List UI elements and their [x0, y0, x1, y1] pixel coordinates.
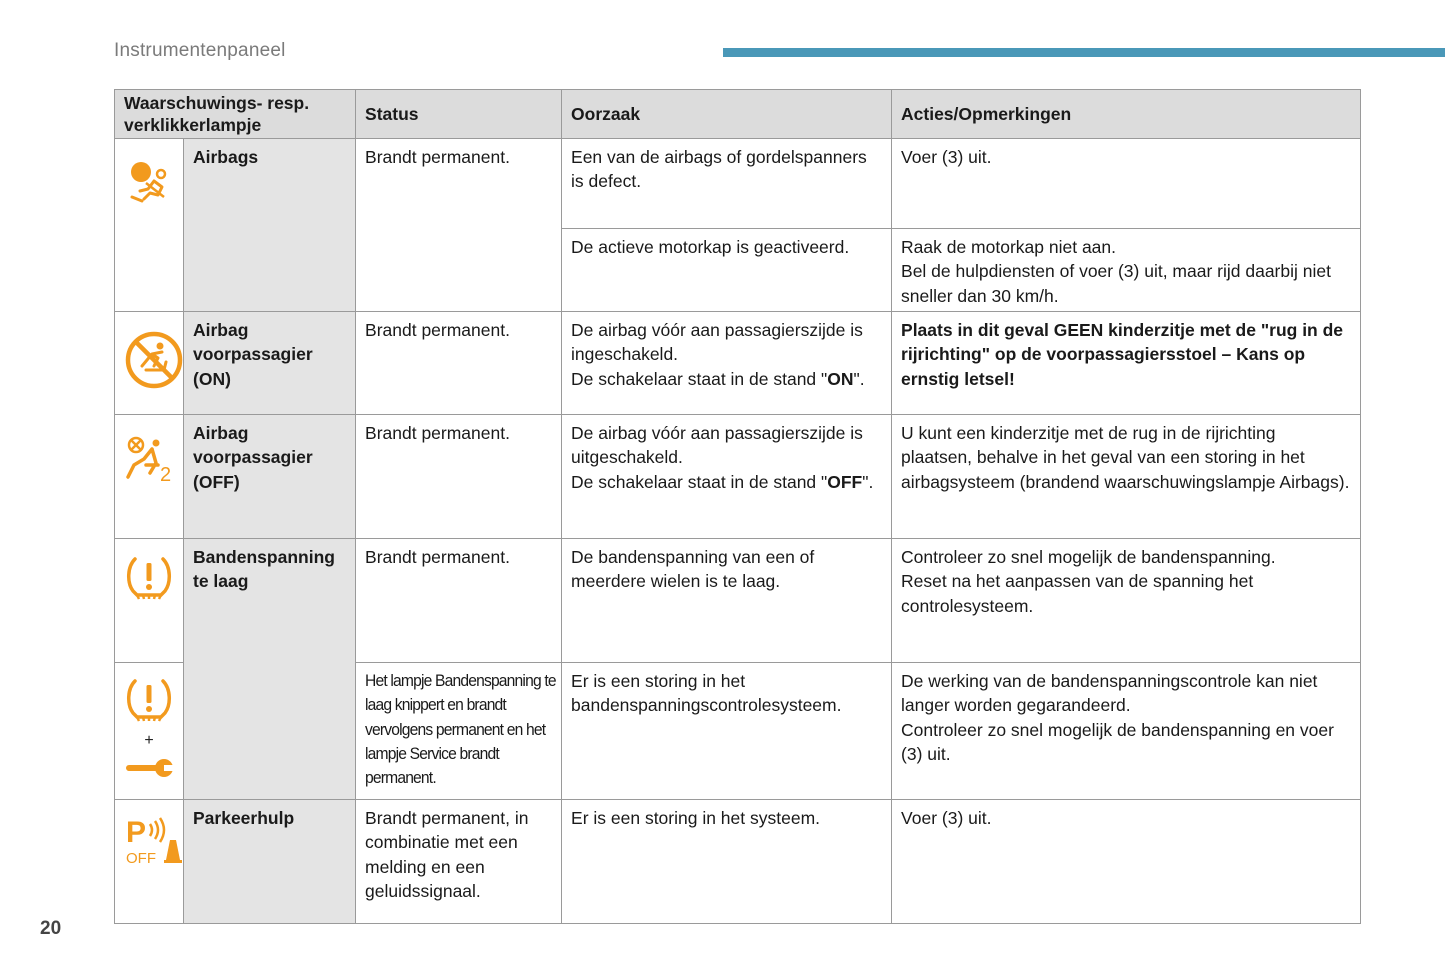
airbag-on-cause	[562, 312, 892, 415]
tyre-cause-2: Er is een storing in het bandenspanningscontrolesysteem.	[562, 663, 892, 800]
airbag-on-cause-suffix: ".	[853, 368, 865, 389]
airbags-icon-cell	[115, 139, 184, 312]
parking-action: Voer (3) uit.	[892, 800, 1361, 924]
airbag-on-cause-line1: De airbag vóór aan passagierszijde is ingeschakeld.	[571, 320, 863, 365]
tyre-pressure-icon	[125, 555, 173, 601]
svg-text:2: 2	[160, 464, 172, 485]
airbag-off-switch-value: OFF	[827, 471, 863, 492]
tyre-status-2-text: Het lampje Bandenspanning te laag knippert en brandt vervolgens permanent en het lampje Service brandt permanent.	[365, 671, 556, 788]
tyre-action-2-line2: Controleer zo snel mogelijk de bandenspanning en voer (3) uit.	[901, 719, 1334, 764]
table-row	[115, 415, 1361, 539]
table-row	[115, 800, 1361, 924]
airbags-action-2-line1: Raak de motorkap niet aan.	[901, 237, 1117, 257]
parking-icon-cell	[115, 800, 184, 924]
tyre-service-icon-cell	[115, 663, 184, 800]
table-row	[115, 139, 1361, 229]
table-row	[115, 539, 1361, 663]
airbag-off-cause-text: De schakelaar staat in de stand "	[571, 471, 828, 492]
tyre-action-1-line1: Controleer zo snel mogelijk de bandenspanning.	[901, 547, 1276, 567]
airbag-on-action: Plaats in dit geval GEEN kinderzitje met de "rug in de rijrichting" op de voorpassagiersstoel – Kans op ernstig letsel!	[892, 312, 1361, 415]
tyre-pressure-icon	[125, 677, 173, 723]
tyre-name: Bandenspanning te laag	[184, 539, 356, 800]
tyre-status-2	[356, 663, 562, 800]
airbag-on-status: Brandt permanent.	[356, 312, 562, 415]
airbags-action-2	[892, 229, 1361, 312]
parking-sensor-off-icon	[124, 814, 184, 866]
airbag-on-cause-line2	[571, 367, 882, 391]
warning-lamps-table	[114, 89, 1361, 924]
airbag-off-icon-cell	[115, 415, 184, 539]
header-actions: Acties/Opmerkingen	[892, 90, 1361, 139]
parking-status: Brandt permanent, in combinatie met een melding en een geluidssignaal.	[356, 800, 562, 924]
airbag-passenger-on-icon	[124, 330, 184, 390]
airbags-status: Brandt permanent.	[356, 139, 562, 312]
airbag-passenger-off-icon	[124, 435, 178, 485]
airbag-on-icon-cell	[115, 312, 184, 415]
parking-icon-letter: P	[126, 816, 147, 849]
table-row	[115, 312, 1361, 415]
airbags-cause-2: De actieve motorkap is geactiveerd.	[562, 229, 892, 312]
tyre-action-1-line2: Reset na het aanpassen van de spanning het controlesysteem.	[901, 571, 1254, 616]
airbag-off-cause	[562, 415, 892, 539]
tyre-icon-cell	[115, 539, 184, 663]
page-header-title: Instrumentenpaneel	[114, 40, 286, 61]
tyre-action-2	[892, 663, 1361, 800]
airbag-on-cause-text: De schakelaar staat in de stand "	[571, 368, 828, 389]
header-accent-bar	[723, 48, 1445, 57]
parking-cause: Er is een storing in het systeem.	[562, 800, 892, 924]
page-number: 20	[40, 918, 62, 939]
airbags-action-2-line2: Bel de hulpdiensten of voer (3) uit, maar rijd daarbij niet sneller dan 30 km/h.	[901, 261, 1331, 306]
header-lamp: Waarschuwings- resp. verklikkerlampje	[115, 90, 356, 139]
airbag-warning-icon	[124, 157, 174, 207]
header-cause: Oorzaak	[562, 90, 892, 139]
tyre-action-2-line1: De werking van de bandenspanningscontrole kan niet langer worden gegarandeerd.	[901, 671, 1318, 716]
airbag-off-status: Brandt permanent.	[356, 415, 562, 539]
airbag-on-name: Airbag voorpassagier (ON)	[184, 312, 356, 415]
airbag-off-action: U kunt een kinderzitje met de rug in de rijrichting plaatsen, behalve in het geval van een storing in het airbagsysteem (brandend waarschuwingslampje Airbags).	[892, 415, 1361, 539]
tyre-status-1: Brandt permanent.	[356, 539, 562, 663]
tyre-action-1	[892, 539, 1361, 663]
airbags-action-1: Voer (3) uit.	[892, 139, 1361, 229]
parking-name: Parkeerhulp	[184, 800, 356, 924]
parking-icon-off-label: OFF	[126, 850, 156, 866]
airbag-off-cause-line1: De airbag vóór aan passagierszijde is uitgeschakeld.	[571, 423, 863, 468]
airbag-off-cause-suffix: ".	[862, 471, 874, 492]
plus-sign: +	[144, 732, 154, 749]
airbags-cause-1: Een van de airbags of gordelspanners is defect.	[562, 139, 892, 229]
airbag-off-cause-line2	[571, 470, 882, 494]
airbag-on-switch-value: ON	[827, 368, 854, 389]
airbag-off-name: Airbag voorpassagier (OFF)	[184, 415, 356, 539]
airbags-name: Airbags	[184, 139, 356, 312]
header-status: Status	[356, 90, 562, 139]
tyre-cause-1: De bandenspanning van een of meerdere wielen is te laag.	[562, 539, 892, 663]
wrench-service-icon	[124, 757, 174, 779]
